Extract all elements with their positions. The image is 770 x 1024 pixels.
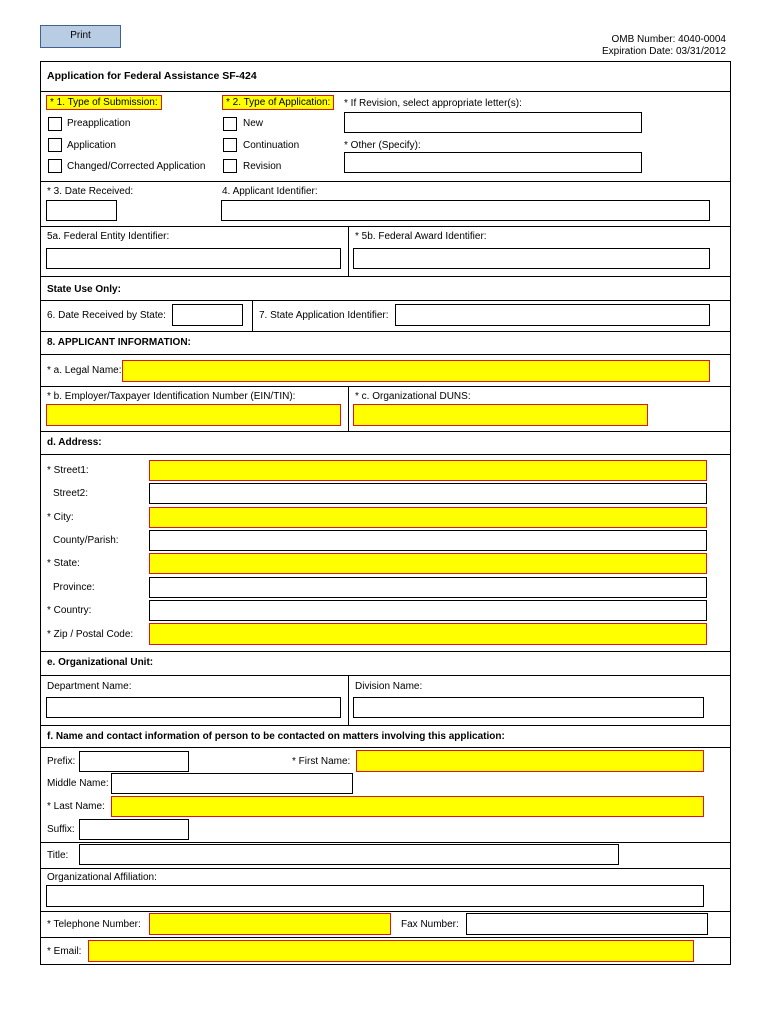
- option-application: Application: [67, 140, 116, 151]
- prefix-label: Prefix:: [47, 756, 76, 767]
- fax-label: Fax Number:: [401, 919, 459, 930]
- title-input[interactable]: [79, 844, 619, 865]
- first-name-label: * First Name:: [292, 756, 351, 767]
- telephone-label: * Telephone Number:: [47, 919, 141, 930]
- option-continuation: Continuation: [243, 140, 300, 151]
- applicant-info-heading: 8. APPLICANT INFORMATION:: [47, 337, 191, 348]
- divider: [40, 675, 731, 676]
- divider: [40, 842, 731, 843]
- divider: [40, 276, 731, 277]
- legal-name-input[interactable]: [122, 360, 710, 382]
- date-received-input[interactable]: [46, 200, 117, 221]
- divider: [40, 331, 731, 332]
- state-date-input[interactable]: [172, 304, 243, 326]
- ein-input[interactable]: [46, 404, 341, 426]
- email-input[interactable]: [88, 940, 694, 962]
- checkbox-continuation[interactable]: [223, 138, 237, 152]
- option-new: New: [243, 118, 264, 129]
- divider: [40, 91, 731, 92]
- prefix-input[interactable]: [79, 751, 189, 772]
- type-of-submission-label: * 1. Type of Submission:: [46, 95, 162, 110]
- legal-name-label: * a. Legal Name:: [47, 365, 122, 376]
- affiliation-label: Organizational Affiliation:: [47, 872, 157, 883]
- option-preapplication: Preapplication: [67, 118, 131, 129]
- divider: [252, 300, 253, 331]
- divider: [40, 181, 731, 182]
- state-use-heading: State Use Only:: [47, 284, 121, 295]
- duns-label: * c. Organizational DUNS:: [355, 391, 471, 402]
- street1-input[interactable]: [149, 460, 707, 481]
- federal-entity-input[interactable]: [46, 248, 341, 269]
- divider: [40, 747, 731, 748]
- org-unit-heading: e. Organizational Unit:: [47, 657, 154, 668]
- state-input[interactable]: [149, 553, 707, 574]
- divider: [348, 675, 349, 725]
- divider: [40, 300, 731, 301]
- last-name-input[interactable]: [111, 796, 704, 817]
- divider: [40, 226, 731, 227]
- address-heading: d. Address:: [47, 437, 102, 448]
- other-specify-label: * Other (Specify):: [344, 140, 421, 151]
- divider: [40, 386, 731, 387]
- state-date-label: 6. Date Received by State:: [47, 310, 166, 321]
- federal-award-label: * 5b. Federal Award Identifier:: [355, 231, 487, 242]
- divider: [348, 386, 349, 431]
- divider: [40, 911, 731, 912]
- street1-label: * Street1:: [47, 465, 89, 476]
- checkbox-preapplication[interactable]: [48, 117, 62, 131]
- last-name-label: * Last Name:: [47, 801, 105, 812]
- division-input[interactable]: [353, 697, 704, 718]
- print-button[interactable]: Print: [40, 25, 121, 48]
- contact-heading: f. Name and contact information of person to be contacted on matters involving this application:: [47, 731, 505, 742]
- suffix-input[interactable]: [79, 819, 189, 840]
- department-input[interactable]: [46, 697, 341, 718]
- suffix-label: Suffix:: [47, 824, 75, 835]
- option-changed-corrected: Changed/Corrected Application: [67, 161, 206, 172]
- state-label: * State:: [47, 558, 80, 569]
- ein-label: * b. Employer/Taxpayer Identification Number (EIN/TIN):: [47, 391, 296, 402]
- divider: [40, 454, 731, 455]
- county-label: County/Parish:: [53, 535, 119, 546]
- zip-input[interactable]: [149, 623, 707, 645]
- divider: [40, 354, 731, 355]
- state-app-id-input[interactable]: [395, 304, 710, 326]
- expiration-date: Expiration Date: 03/31/2012: [602, 46, 726, 57]
- fax-input[interactable]: [466, 913, 708, 935]
- department-label: Department Name:: [47, 681, 132, 692]
- zip-label: * Zip / Postal Code:: [47, 629, 134, 640]
- country-input[interactable]: [149, 600, 707, 621]
- divider: [40, 431, 731, 432]
- checkbox-new[interactable]: [223, 117, 237, 131]
- applicant-identifier-input[interactable]: [221, 200, 710, 221]
- province-input[interactable]: [149, 577, 707, 598]
- street2-input[interactable]: [149, 483, 707, 504]
- first-name-input[interactable]: [356, 750, 704, 772]
- checkbox-application[interactable]: [48, 138, 62, 152]
- city-label: * City:: [47, 512, 74, 523]
- checkbox-changed-corrected[interactable]: [48, 159, 62, 173]
- divider: [40, 651, 731, 652]
- country-label: * Country:: [47, 605, 92, 616]
- duns-input[interactable]: [353, 404, 648, 426]
- middle-name-input[interactable]: [111, 773, 353, 794]
- street2-label: Street2:: [53, 488, 89, 499]
- other-specify-input[interactable]: [344, 152, 642, 173]
- county-input[interactable]: [149, 530, 707, 551]
- divider: [40, 868, 731, 869]
- division-label: Division Name:: [355, 681, 423, 692]
- middle-name-label: Middle Name:: [47, 778, 109, 789]
- divider: [40, 725, 731, 726]
- applicant-identifier-label: 4. Applicant Identifier:: [222, 186, 318, 197]
- divider: [40, 937, 731, 938]
- telephone-input[interactable]: [149, 913, 391, 935]
- federal-award-input[interactable]: [353, 248, 710, 269]
- revision-letter-label: * If Revision, select appropriate letter(s):: [344, 98, 522, 109]
- omb-number: OMB Number: 4040-0004: [611, 34, 726, 45]
- city-input[interactable]: [149, 507, 707, 528]
- title-label: Title:: [47, 850, 69, 861]
- date-received-label: * 3. Date Received:: [47, 186, 134, 197]
- form-title: Application for Federal Assistance SF-424: [47, 70, 257, 82]
- type-of-application-label: * 2. Type of Application:: [222, 95, 334, 110]
- federal-entity-label: 5a. Federal Entity Identifier:: [47, 231, 170, 242]
- state-app-id-label: 7. State Application Identifier:: [259, 310, 389, 321]
- divider: [348, 226, 349, 276]
- revision-letter-input[interactable]: [344, 112, 642, 133]
- affiliation-input[interactable]: [46, 885, 704, 907]
- option-revision: Revision: [243, 161, 282, 172]
- omb-info: [602, 34, 726, 58]
- province-label: Province:: [53, 582, 95, 593]
- email-label: * Email:: [47, 946, 82, 957]
- checkbox-revision[interactable]: [223, 159, 237, 173]
